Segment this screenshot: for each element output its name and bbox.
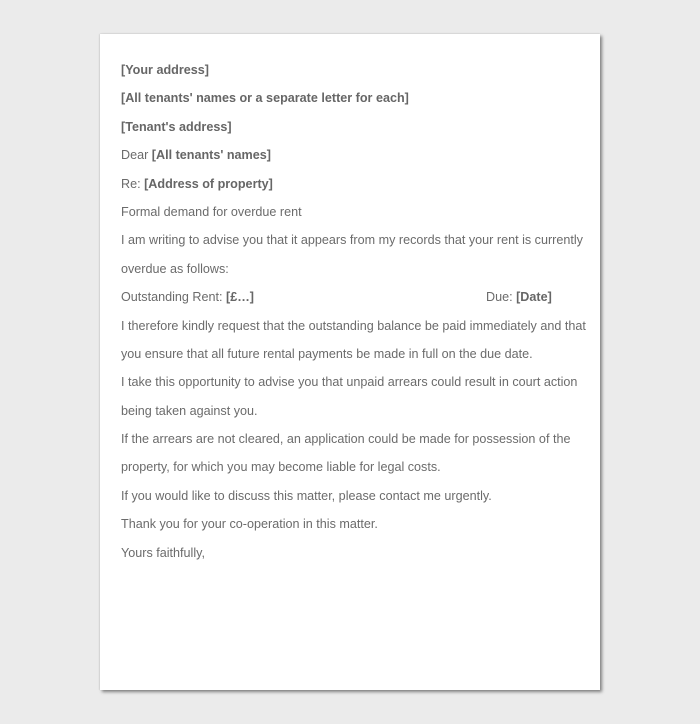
- paragraph-2-line-1: I therefore kindly request that the outstanding balance be paid immediately and that: [121, 318, 586, 333]
- paragraph-4-line-2: property, for which you may become liable for legal costs.: [121, 460, 441, 475]
- subject-line: Formal demand for overdue rent: [121, 204, 302, 219]
- due-value: [Date]: [516, 290, 552, 305]
- paragraph-6: Thank you for your co-operation in this matter.: [121, 517, 378, 532]
- paragraph-1-line-2: overdue as follows:: [121, 261, 229, 276]
- paragraph-1-line-1: I am writing to advise you that it appears from my records that your rent is currently: [121, 233, 583, 248]
- paragraph-4-line-1: If the arrears are not cleared, an application could be made for possession of the: [121, 432, 571, 447]
- re-value: [Address of property]: [144, 176, 273, 191]
- due-field: [486, 283, 552, 311]
- letter-page: [100, 34, 600, 690]
- outstanding-label: Outstanding Rent:: [121, 290, 227, 305]
- re-line: [121, 170, 591, 198]
- re-prefix: Re:: [121, 176, 145, 191]
- paragraph-3-line-2: being taken against you.: [121, 403, 258, 418]
- closing: Yours faithfully,: [121, 545, 206, 560]
- salutation-name: [All tenants' names]: [151, 148, 271, 163]
- salutation: [121, 141, 591, 169]
- tenants-names: [All tenants' names or a separate letter for each]: [121, 91, 409, 106]
- due-label: Due:: [486, 290, 517, 305]
- paragraph-3-line-1: I take this opportunity to advise you that unpaid arrears could result in court action: [121, 375, 578, 390]
- paragraph-2-line-2: you ensure that all future rental payments be made in full on the due date.: [121, 346, 533, 361]
- tenant-address: [Tenant's address]: [121, 119, 232, 134]
- paragraph-5: If you would like to discuss this matter, please contact me urgently.: [121, 488, 492, 503]
- outstanding-rent-row: [121, 283, 591, 311]
- letter-content: [121, 56, 591, 567]
- your-address: [Your address]: [121, 63, 209, 77]
- outstanding-value: [£…]: [226, 290, 255, 305]
- salutation-prefix: Dear: [121, 148, 152, 163]
